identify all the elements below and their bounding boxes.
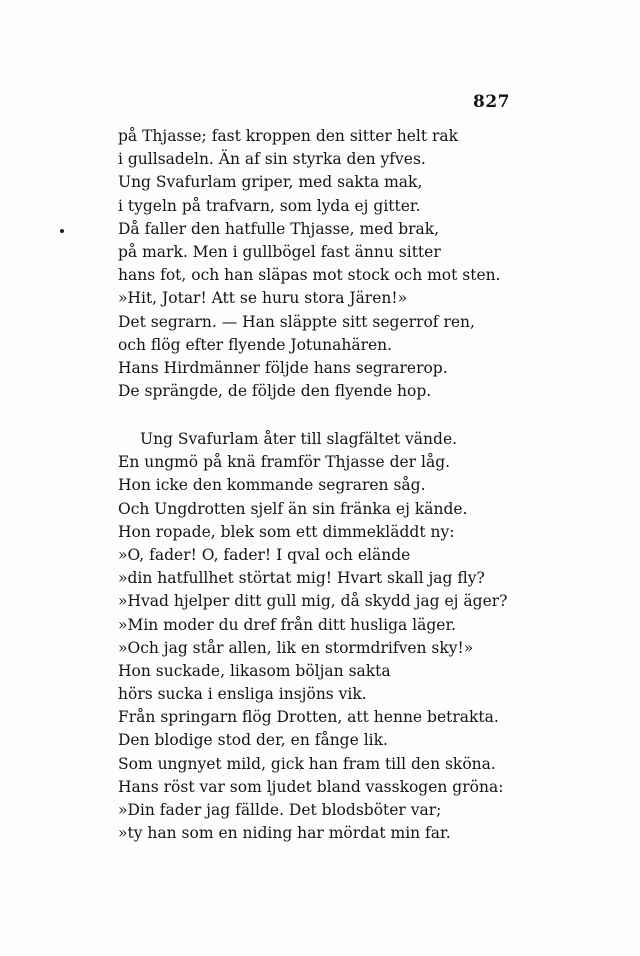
poem-line: »ty han som en niding har mördat min far. [118, 824, 451, 843]
poem-line: på Thjasse; fast kroppen den sitter helt rak [118, 127, 459, 145]
poem-line: Ung Svafurlam åter till slagfältet vände. [140, 430, 458, 448]
margin-dot [60, 229, 64, 233]
poem-line: Det segrarn. — Han släppte sitt segerrof ren, [118, 312, 475, 331]
poem-line: i gullsadeln. Än af sin styrka den yfves. [118, 150, 426, 169]
poem-line: Den blodige stod der, en fånge lik. [118, 731, 388, 750]
poem-line: Hans Hirdmänner följde hans segrarerop. [118, 358, 448, 377]
poem-line: De sprängde, de följde den flyende hop. [118, 382, 432, 401]
poem-line: Som ungnyet mild, gick han fram till den sköna. [118, 754, 496, 773]
poem-line: »din hatfullhet störtat mig! Hvart skall jag fly? [118, 569, 485, 588]
poem-line: »Min moder du dref från ditt husliga läger. [118, 615, 457, 634]
poem-line: Hon ropade, blek som ett dimmekläddt ny: [118, 522, 455, 541]
poem-line: Då faller den hatfulle Thjasse, med brak, [118, 219, 440, 238]
poem-line: på mark. Men i gullbögel fast ännu sitter [118, 242, 441, 261]
poem-line: »Och jag står allen, lik en stormdrifven sky!» [118, 638, 474, 657]
poem-line: »Hit, Jotar! Att se huru stora Jären!» [118, 289, 408, 308]
poem-line: Hon icke den kommande segraren såg. [118, 476, 426, 495]
poem-line: i tygeln på trafvarn, som lyda ej gitter. [118, 196, 421, 215]
page-number: 827 [473, 92, 510, 112]
poem-line: En ungmö på knä framför Thjasse der låg. [118, 453, 451, 472]
poem-line: »Hvad hjelper ditt gull mig, då skydd jag ej äger? [118, 592, 508, 611]
poem-line: Hon suckade, likasom böljan sakta [118, 661, 391, 680]
poem-line: hörs sucka i ensliga insjöns vik. [118, 685, 367, 704]
poem-line: och flög efter flyende Jotunahären. [118, 335, 393, 354]
poem-line: hans fot, och han släpas mot stock och mot sten. [118, 266, 501, 285]
stanza-1 [118, 125, 501, 403]
poem-line: »Din fader jag fällde. Det blodsböter var; [118, 801, 442, 819]
poem-line: Hans röst var som ljudet bland vasskogen gröna: [118, 777, 504, 796]
poem-line: Och Ungdrotten sjelf än sin fränka ej kände. [118, 499, 468, 518]
stanza-2 [118, 428, 507, 845]
poem-line: »O, fader! O, fader! I qval och elände [118, 545, 411, 564]
poem-line: Ung Svafurlam griper, med sakta mak, [118, 173, 423, 192]
poem-line: Från springarn flög Drotten, att henne betrakta. [118, 708, 499, 727]
